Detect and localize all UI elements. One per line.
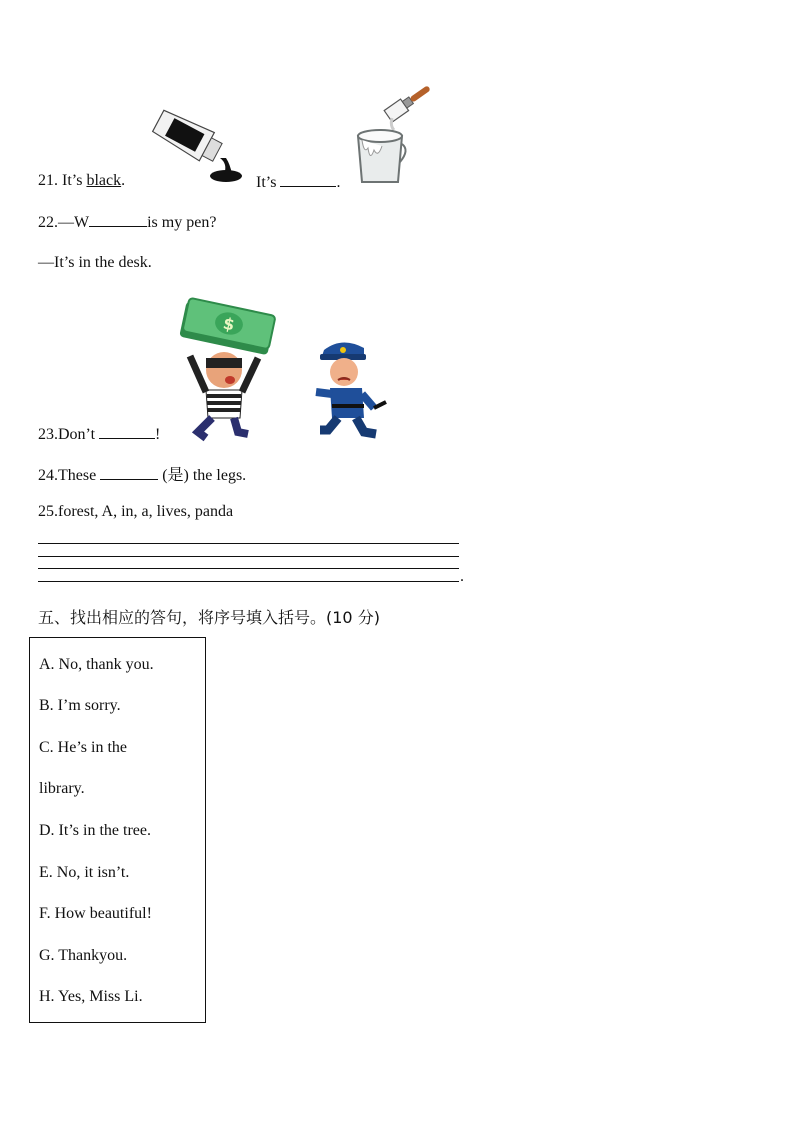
police-officer-icon xyxy=(312,338,396,440)
answer-blank[interactable] xyxy=(100,465,158,480)
option-a: A. No, thank you. xyxy=(39,656,154,673)
question-22: 22.—W is my pen? xyxy=(38,214,217,231)
option-e: E. No, it isn’t. xyxy=(39,864,130,881)
question-number: 21 xyxy=(38,172,54,189)
white-paint-bucket-icon xyxy=(352,84,432,188)
example-word: black xyxy=(86,172,122,189)
option-c-continued: library. xyxy=(39,780,85,797)
answer-blank[interactable] xyxy=(89,212,147,227)
question-23: 23.Don’t ! xyxy=(38,426,161,443)
writing-line[interactable] xyxy=(38,556,459,557)
option-g: G. Thankyou. xyxy=(39,947,128,964)
options-box xyxy=(29,637,206,1023)
svg-text:$: $ xyxy=(221,313,237,335)
answer-blank[interactable] xyxy=(280,172,336,187)
question-21: 21. It’s black. xyxy=(38,172,126,189)
writing-line[interactable] xyxy=(38,543,459,544)
option-b: B. I’m sorry. xyxy=(39,697,121,714)
option-h: H. Yes, Miss Li. xyxy=(39,988,143,1005)
question-24: 24.These (是) the legs. xyxy=(38,467,247,484)
option-c: C. He’s in the xyxy=(39,739,127,756)
question-21-blank-line: It’s . xyxy=(256,174,341,191)
black-paint-tube-icon xyxy=(148,112,248,187)
question-25: 25.forest, A, in, a, lives, panda xyxy=(38,503,234,520)
option-d: D. It’s in the tree. xyxy=(39,822,151,839)
option-f: F. How beautiful! xyxy=(39,905,152,922)
answer-blank[interactable] xyxy=(99,424,155,439)
writing-line[interactable] xyxy=(38,568,459,569)
question-22-answer: —It’s in the desk. xyxy=(38,254,152,271)
section-heading: 五、找出相应的答句，将序号填入括号。(10 分) xyxy=(38,608,380,627)
writing-line[interactable] xyxy=(38,581,459,582)
writing-end-period: . xyxy=(460,568,464,585)
thief-with-money-icon xyxy=(176,300,278,440)
